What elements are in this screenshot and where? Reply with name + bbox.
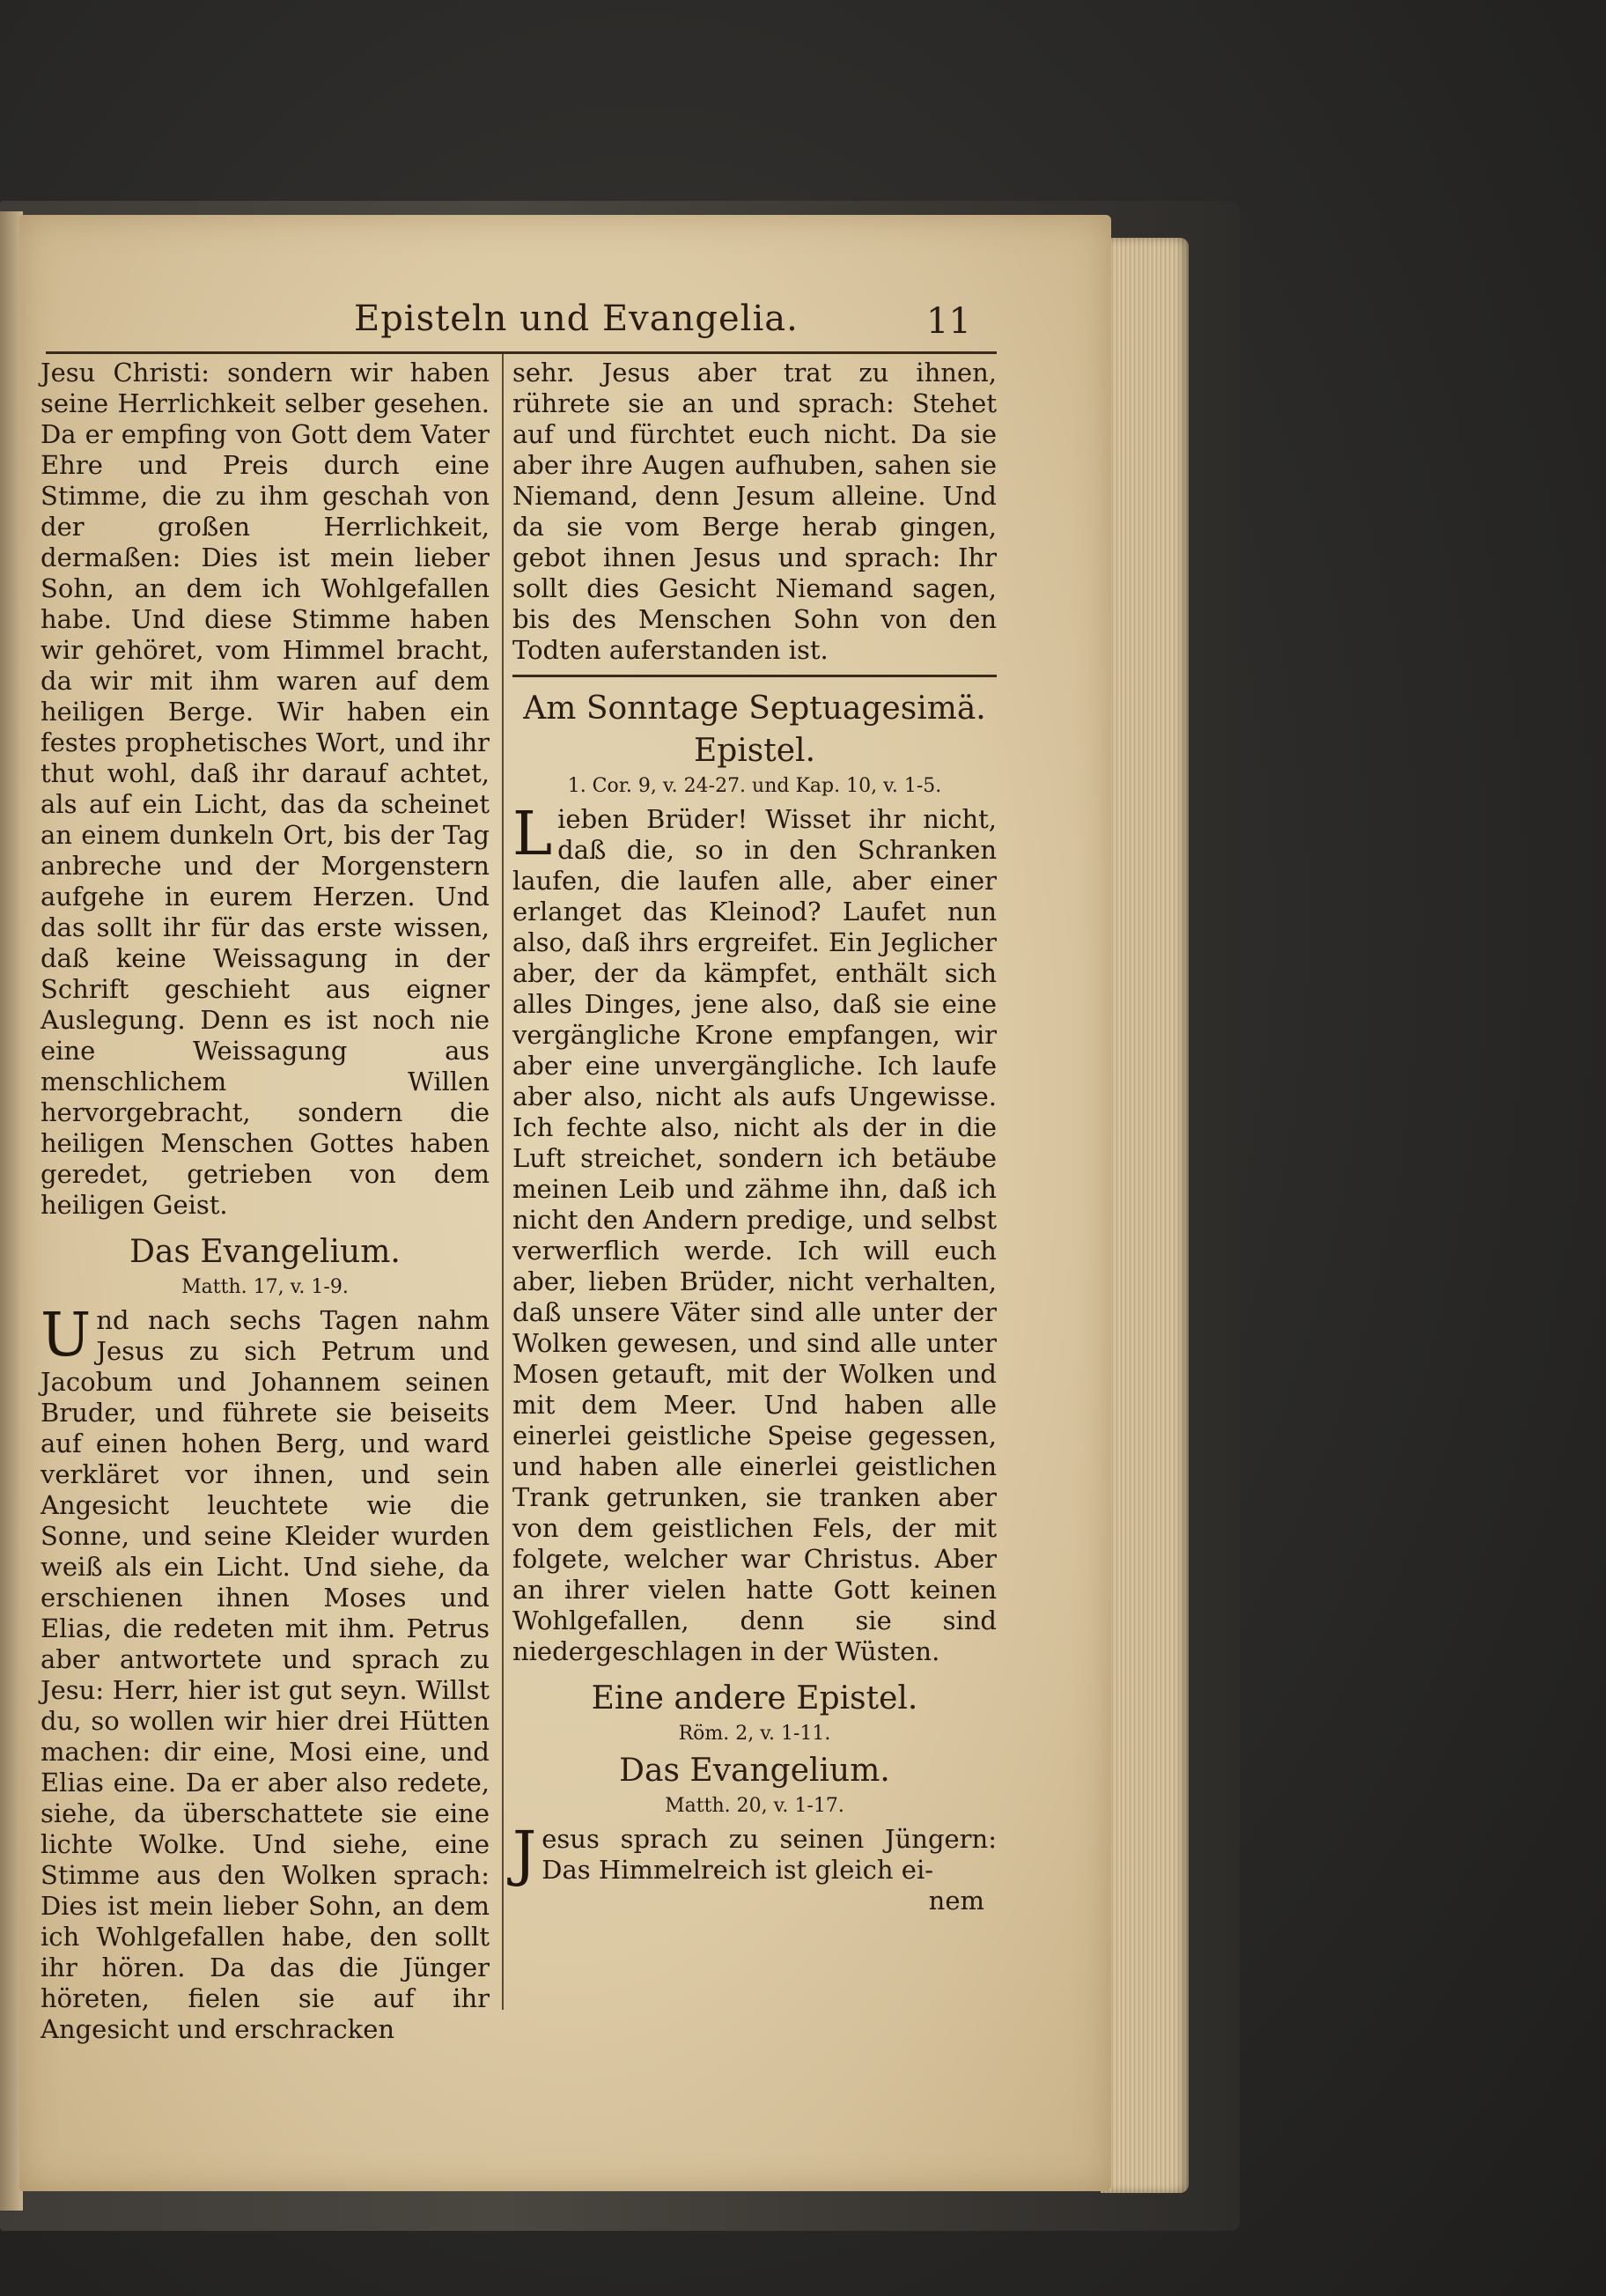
drop-cap: J [512,1820,537,1889]
body-paragraph [512,800,997,1667]
body-paragraph: Jesu Christi: sondern wir haben seine Herrlichkeit selber gesehen. Da er empfing von Gott dem Vater Ehre und Preis durch eine Stimme, die zu ihm geschah von der großen Herrlichkeit, dermaßen: Dies ist mein lieber Sohn, an dem ich Wohlgefallen habe. Und diese Stimme haben wir gehöret, vom Himmel bracht, da wir mit ihm waren auf dem heiligen Berge. Wir haben ein festes prophetisches Wort, und ihr thut wohl, daß ihr darauf achtet, als auf ein Licht, das da scheinet an einem dunkeln Ort, bis der Tag anbreche und der Morgenstern aufgehe in eurem Herzen. Und das sollt ihr für das erste wissen, daß keine Weissagung in der Schrift geschieht aus eigner Auslegung. Denn es ist noch nie eine Weissagung aus menschlichem Willen hervorgebracht, sondern die heiligen Menschen Gottes haben geredet, getrieben von dem heiligen Geist. [41,358,490,1220]
page-content [19,215,1111,2191]
drop-cap: U [41,1301,92,1370]
page-edges [1101,238,1189,2193]
scripture-reference: Matth. 20, v. 1-17. [665,1795,844,1817]
paragraph-text: nd nach sechs Tagen nahm Jesus zu sich Petrum und Jacobum und Johannem seinen Bruder, und führete sie beiseits auf einen hohen Berg, und ward verkläret vor ihnen, und sein Angesicht leuchtete wie die Sonne, und seine Kleider wurden weiß als ein Licht. Und siehe, da erschienen ihnen Moses und Elias, die redeten mit ihm. Petrus aber antwortete und sprach zu Jesu: Herr, hier ist gut seyn. Willst du, so wollen wir hier drei Hütten machen: dir eine, Mosi eine, und Elias eine. Da er aber also redete, siehe, da überschattete sie eine lichte Wolke. Und siehe, eine Stimme aus den Wolken sprach: Dies ist mein lieber Sohn, an dem ich Wohlgefallen habe, den sollt ihr hören. Da das die Jünger höreten, fielen sie auf ihr Angesicht und erschracken [41,1305,490,2044]
page-number: 11 [926,301,971,342]
right-column [512,358,997,1916]
drop-cap: L [512,800,553,869]
paragraph-text: esus sprach zu seinen Jüngern: Das Himmelreich ist gleich ei- [541,1824,997,1885]
section-rule [512,675,997,677]
body-paragraph [41,1301,490,2045]
catchword: nem [928,1886,984,1916]
body-paragraph: sehr. Jesus aber trat zu ihnen, rührete sie an und sprach: Stehet auf und fürchtet euch nicht. Da sie aber ihre Augen aufhuben, sahen sie Niemand, denn Jesum alleine. Und da sie vom Berge herab gingen, gebot ihnen Jesus und sprach: Ihr sollt dies Gesicht Niemand sagen, bis des Menschen Sohn von den Todten auferstanden ist. [512,358,997,665]
scripture-reference: 1. Cor. 9, v. 24-27. und Kap. 10, v. 1-5. [567,775,942,797]
book-page [19,215,1111,2191]
left-column [41,358,490,2045]
section-heading: Das Evangelium. [129,1234,401,1270]
paragraph-text: ieben Brüder! Wisset ihr nicht, daß die, so in den Schranken laufen, die laufen alle, aber einer erlanget das Kleinod? Laufet nun also, daß ihrs ergreifet. Ein Jeglicher aber, der da kämpfet, enthält sich alles Dinges, jene also, daß sie eine vergängliche Krone empfangen, wir aber eine unvergängliche. Ich laufe aber also, nicht als aufs Ungewisse. Ich fechte also, nicht als der in die Luft streichet, sondern ich betäube meinen Leib und zähme ihn, daß ich nicht den Andern predige, und selbst verwerflich werde. Ich will euch aber, lieben Brüder, nicht verhalten, daß unsere Väter sind alle unter der Wolken gewesen, und sind alle unter Mosen getauft, mit der Wolken und mit dem Meer. Und haben alle einerlei geistliche Speise gegessen, und haben alle einerlei geistlichen Trank getrunken, sie tranken aber von dem geistlichen Fels, der mit folgete, welcher war Christus. Aber an ihrer vielen hatte Gott keinen Wohlgefallen, denn sie sind niedergeschlagen in der Wüsten. [512,804,997,1666]
body-paragraph [512,1820,997,1889]
subsection-heading: Epistel. [693,733,816,769]
column-divider [502,354,504,2010]
running-head: Episteln und Evangelia. [354,299,799,339]
scripture-reference: Matth. 17, v. 1-9. [181,1276,349,1298]
section-heading: Das Evangelium. [619,1753,890,1789]
section-heading: Am Sonntage Septuagesimä. [523,690,986,727]
header-rule [46,351,997,354]
scripture-reference: Röm. 2, v. 1-11. [678,1723,831,1745]
section-heading: Eine andere Epistel. [591,1680,918,1716]
